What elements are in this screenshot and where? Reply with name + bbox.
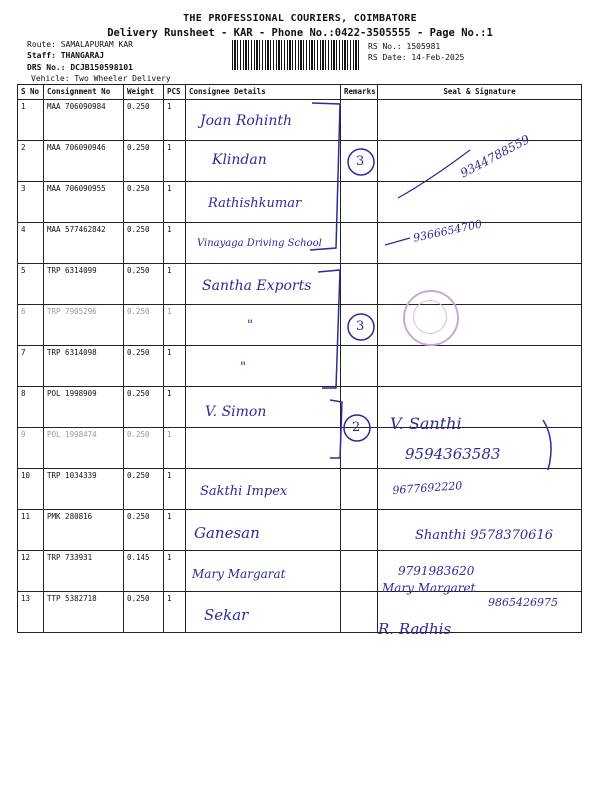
- vehicle-label: Vehicle: Two Wheeler Delivery: [31, 74, 171, 83]
- sno: 8: [18, 387, 44, 428]
- pcs: 1: [164, 387, 186, 428]
- consignee-hw: ": [247, 318, 253, 333]
- consignee-hw: ": [240, 360, 246, 375]
- consignment-no: POL 1998909: [44, 387, 124, 428]
- weight: 0.250: [124, 264, 164, 305]
- consignee-hw: V. Simon: [205, 404, 267, 420]
- signature-hw: 9366654700: [412, 217, 484, 245]
- pcs: 1: [164, 305, 186, 346]
- weight: 0.250: [124, 100, 164, 141]
- sno: 13: [18, 592, 44, 633]
- col-sno: S No: [18, 85, 44, 100]
- consignment-no: TRP 6314098: [44, 346, 124, 387]
- weight: 0.250: [124, 223, 164, 264]
- col-weight: Weight: [124, 85, 164, 100]
- consignment-no: TRP 7905296: [44, 305, 124, 346]
- consignee-hw: Santha Exports: [202, 278, 312, 294]
- consignment-no: TRP 6314099: [44, 264, 124, 305]
- signature-hw: 9677692220: [392, 479, 463, 497]
- signature-hw: 9791983620: [398, 564, 475, 578]
- consignment-no: PMK 280816: [44, 510, 124, 551]
- weight: 0.250: [124, 141, 164, 182]
- remark-count: 2: [352, 420, 361, 435]
- pcs: 1: [164, 592, 186, 633]
- pcs: 1: [164, 428, 186, 469]
- consignee-hw: Sekar: [204, 606, 249, 624]
- remark-count: 3: [356, 319, 365, 334]
- consignment-no: TRP 1034339: [44, 469, 124, 510]
- weight: 0.145: [124, 551, 164, 592]
- pcs: 1: [164, 469, 186, 510]
- consignment-no: MAA 706090984: [44, 100, 124, 141]
- staff-label: Staff: THANGARAJ: [27, 51, 105, 60]
- weight: 0.250: [124, 469, 164, 510]
- consignee-hw: Klindan: [212, 152, 267, 168]
- consignment-no: MAA 577462842: [44, 223, 124, 264]
- sno: 10: [18, 469, 44, 510]
- weight: 0.250: [124, 592, 164, 633]
- consignment-no: TRP 733931: [44, 551, 124, 592]
- consignment-no: MAA 706090955: [44, 182, 124, 223]
- col-seal: Seal & Signature: [378, 85, 582, 100]
- consignee-hw: Mary Margarat: [192, 567, 286, 581]
- seal-stamp: [403, 290, 459, 346]
- pcs: 1: [164, 264, 186, 305]
- consignee-hw: Ganesan: [194, 524, 260, 542]
- sno: 6: [18, 305, 44, 346]
- signature-hw: Shanthi 9578370616: [415, 528, 553, 543]
- col-consignee: Consignee Details: [186, 85, 341, 100]
- sno: 7: [18, 346, 44, 387]
- signature-hw: V. Santhi: [390, 414, 462, 433]
- weight: 0.250: [124, 510, 164, 551]
- rs-date: RS Date: 14-Feb-2025: [368, 53, 465, 62]
- company-title: THE PROFESSIONAL COURIERS, COIMBATORE: [183, 13, 417, 24]
- drs-number: DRS No.: DCJB150598101: [27, 63, 133, 72]
- weight: 0.250: [124, 346, 164, 387]
- sno: 9: [18, 428, 44, 469]
- consignee-hw: Sakthi Impex: [200, 484, 288, 499]
- sno: 12: [18, 551, 44, 592]
- signature-hw: 9865426975: [488, 596, 558, 609]
- weight: 0.250: [124, 305, 164, 346]
- weight: 0.250: [124, 428, 164, 469]
- sno: 4: [18, 223, 44, 264]
- signature-hw: Mary Margaret: [382, 581, 476, 595]
- pcs: 1: [164, 100, 186, 141]
- consignment-no: POL 1998474: [44, 428, 124, 469]
- remark-count: 3: [356, 154, 365, 169]
- col-consignment: Consignment No: [44, 85, 124, 100]
- sno: 1: [18, 100, 44, 141]
- route-label: Route: SAMALAPURAM KAR: [27, 40, 133, 49]
- weight: 0.250: [124, 182, 164, 223]
- pcs: 1: [164, 223, 186, 264]
- consignment-no: TTP 5382718: [44, 592, 124, 633]
- pcs: 1: [164, 141, 186, 182]
- pcs: 1: [164, 182, 186, 223]
- sno: 2: [18, 141, 44, 182]
- runsheet-subtitle: Delivery Runsheet - KAR - Phone No.:0422-3505555 - Page No.:1: [107, 27, 493, 39]
- sno: 3: [18, 182, 44, 223]
- consignee-hw: Rathishkumar: [208, 196, 302, 211]
- signature-hw: 9344788559: [458, 132, 532, 181]
- col-pcs: PCS: [164, 85, 186, 100]
- sno: 11: [18, 510, 44, 551]
- col-remarks: Remarks: [341, 85, 378, 100]
- pcs: 1: [164, 551, 186, 592]
- consignment-no: MAA 706090946: [44, 141, 124, 182]
- weight: 0.250: [124, 387, 164, 428]
- signature-hw: 9594363583: [405, 445, 501, 463]
- pcs: 1: [164, 510, 186, 551]
- sno: 5: [18, 264, 44, 305]
- rs-number: RS No.: 1505981: [368, 42, 441, 51]
- consignee-hw: Joan Rohinth: [200, 113, 292, 129]
- pcs: 1: [164, 346, 186, 387]
- signature-hw: R. Radhis: [378, 620, 452, 638]
- consignee-hw: Vinayaga Driving School: [197, 238, 322, 249]
